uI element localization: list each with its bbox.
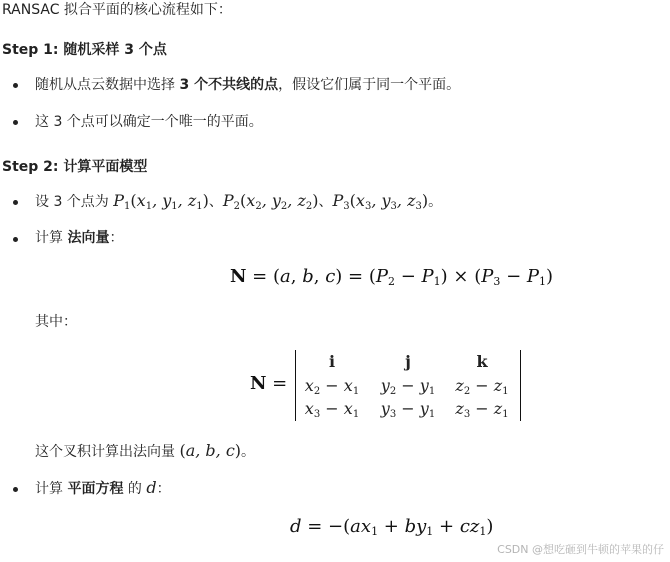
bullet-dot [13,120,18,125]
step2-bullet-3-pre: 计算 [35,481,68,497]
step2-bullet-1 [35,191,442,217]
determinant-lhs: N = [250,373,288,394]
matrix-cell-y2y1: $y_2 - y_1$ [380,376,436,397]
plane-d-equation: $d = -(ax_1 + by_1 + cz_1)$ [290,516,494,538]
cross-product-post: 。 [241,444,256,460]
step1-bullet-1 [35,75,460,95]
matrix-cell-k: k [476,352,488,371]
determinant-matrix [295,350,521,421]
step2-bullet-2-post: ： [109,230,124,246]
where-text: 其中： [35,314,77,330]
intro-text: RANSAC 拟合平面的核心流程如下： [2,2,232,18]
step1-heading: Step 1: 随机采样 3 个点 [2,42,167,58]
step2-heading: Step 2: 计算平面模型 [2,159,148,175]
cross-product-pre: 这个叉积计算出法向量 [35,444,180,460]
matrix-cell-z2z1: $z_2 - z_1$ [455,376,509,397]
matrix-cell-x3x1: $x_3 - x_1$ [304,399,360,420]
step2-bullet-3-post: ： [156,481,171,497]
normal-vector-equation: N = (a, b, $c) = (P_2 - P_1) \times (P_3 - P_1)$ [230,266,554,288]
point-definitions: $P_1(x_1$, $y_1$, $z_1$)、$P_2(x_2$, $y_2$, $z_2$)、$P_3(x_3$, $y_3$, $z_3$)。 [113,191,443,212]
abc-vector: (a, b, c) [179,441,242,460]
matrix-cell-i: i [328,352,336,371]
bullet-dot [13,237,18,242]
step2-bullet-3 [35,478,171,499]
bullet-dot [13,487,18,492]
step1-bullet-1-bold: 3 个不共线的点 [179,77,279,93]
step1-bullet-2: 这 3 个点可以确定一个唯一的平面。 [35,114,263,130]
step2-bullet-2-pre: 计算 [35,230,68,246]
matrix-cell-z3z1: $z_3 - z_1$ [455,399,509,420]
step1-bullet-1-pre: 随机从点云数据中选择 [35,77,180,93]
step1-bullet-1-post: ，假设它们属于同一个平面。 [278,77,461,93]
matrix-cell-j: j [405,352,411,371]
step2-bullet-3-bold: 平面方程 [67,481,124,497]
step2-bullet-1-pre: 设 3 个点为 [35,194,114,210]
step2-bullet-2-bold: 法向量 [67,230,110,246]
matrix-cell-y3y1: $y_3 - y_1$ [380,399,436,420]
matrix-cell-x2x1: $x_2 - x_1$ [304,376,360,397]
bullet-dot [13,83,18,88]
bullet-dot [13,200,18,205]
d-symbol: d [146,478,157,497]
csdn-watermark: CSDN @想吃砸到牛顿的苹果的仔 [497,543,664,556]
cross-product-text [35,441,255,462]
step2-bullet-3-mid: 的 [123,481,147,497]
step2-bullet-2 [35,228,123,248]
